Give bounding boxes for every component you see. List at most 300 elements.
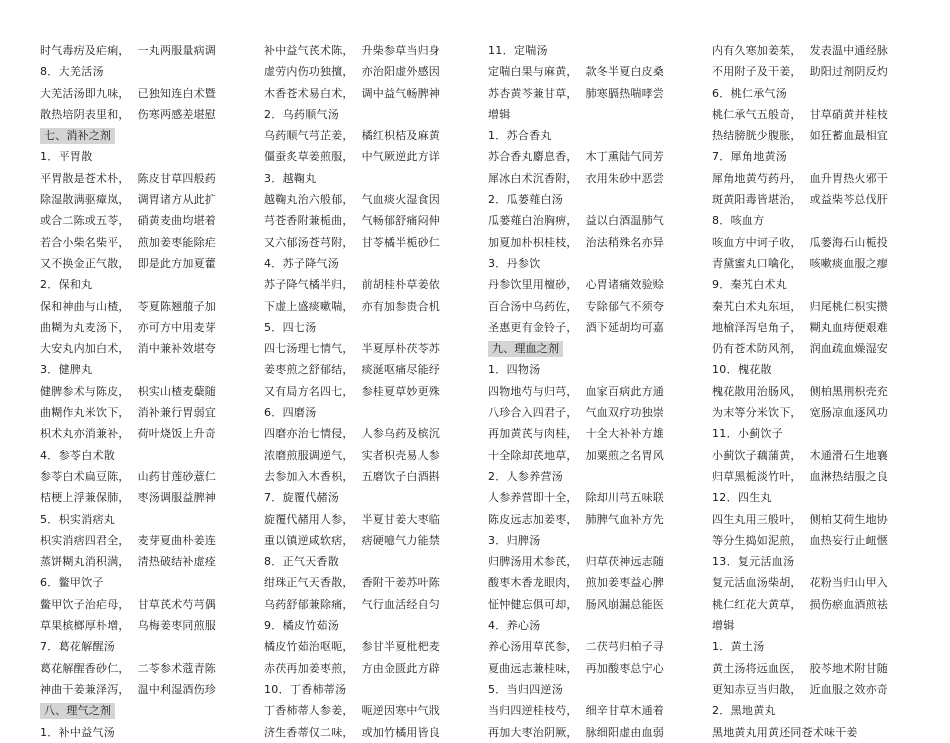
verse-second-half: 除却川芎五味联 [585, 491, 665, 505]
verse-second-half: 益以白酒温肺气 [585, 214, 665, 228]
verse-line [712, 466, 898, 487]
formula-title [264, 253, 450, 274]
verse-first-half: 保和神曲与山楂， [40, 299, 130, 313]
section-heading-label: 九、理血之剂 [488, 341, 563, 357]
verse-first-half: 四物地芍与归芎， [488, 384, 578, 398]
verse-first-half: 枳术丸亦消兼补， [40, 427, 130, 441]
verse-first-half: 参苓白术扁豆陈， [40, 469, 130, 483]
verse-line [712, 253, 898, 274]
verse-line [264, 658, 450, 679]
verse-first-half: 又有局方名四七， [264, 384, 354, 398]
verse-second-half: 侧柏黑荆枳壳充 [809, 384, 889, 398]
verse-second-half: 肺寒膈热喘哮尝 [585, 86, 665, 100]
verse-line [488, 423, 674, 444]
verse-line [488, 594, 674, 615]
verse-second-half: 瓜蒌海石山栀投 [809, 235, 889, 249]
verse-second-half: 血升胃热火邪干 [809, 171, 889, 185]
verse-line [264, 594, 450, 615]
verse-line [488, 296, 674, 317]
formula-title [712, 274, 898, 295]
verse-second-half: 加粟煎之名胃风 [585, 448, 665, 462]
verse-first-half: 乌药舒郁兼除痛， [264, 597, 354, 611]
formula-title-label: 2．乌药顺气汤 [264, 107, 340, 121]
verse-second-half: 陈皮甘草四般药 [137, 171, 217, 185]
verse-second-half: 参桂夏草妙更殊 [361, 384, 441, 398]
formula-title-label: 6．四磨汤 [264, 406, 317, 420]
formula-title [488, 530, 674, 551]
verse-line [264, 232, 450, 253]
verse-line [40, 40, 226, 61]
verse-line [264, 530, 450, 551]
verse-first-half: 平胃散是苍术朴， [40, 171, 130, 185]
formula-title [712, 423, 898, 444]
formula-title [488, 359, 674, 380]
verse-second-half: 或加竹橘用皆良 [361, 725, 441, 739]
formula-title [40, 359, 226, 380]
verse-line [264, 359, 450, 380]
formula-title-label: 13．复元活血汤 [712, 555, 795, 569]
formula-title-label: 增辑 [712, 619, 735, 633]
verse-first-half: 小蓟饮子藕蒲黄， [712, 448, 802, 462]
verse-line [40, 615, 226, 636]
verse-first-half: 蒸饼糊丸消积满， [40, 555, 130, 569]
verse-line [264, 509, 450, 530]
verse-second-half: 二茯芎归柏子寻 [585, 640, 665, 654]
verse-second-half: 痰涎呕痛尽能纾 [361, 363, 441, 377]
verse-line [712, 381, 898, 402]
verse-first-half: 八珍合入四君子， [488, 406, 578, 420]
verse-second-half: 麦芽夏曲朴姜连 [137, 533, 217, 547]
formula-title-label: 1．四物汤 [488, 363, 541, 377]
verse-first-half: 散热培阴表里和， [40, 107, 130, 121]
formula-title [488, 679, 674, 700]
formula-title-label: 1．补中益气汤 [40, 725, 116, 739]
verse-line [40, 253, 226, 274]
verse-first-half: 黄土汤将远血医， [712, 661, 802, 675]
verse-line [264, 700, 450, 721]
verse-second-half: 脉细阳虚由血弱 [585, 725, 665, 739]
verse-first-half: 犀冰白术沉香附， [488, 171, 578, 185]
verse-line [264, 572, 450, 593]
verse-line [264, 423, 450, 444]
formula-title [264, 487, 450, 508]
formula-title [40, 146, 226, 167]
verse-line [712, 402, 898, 423]
verse-second-half: 归草茯神远志随 [585, 555, 665, 569]
formula-title-label: 增辑 [488, 107, 511, 121]
verse-first-half: 草果槟榔厚朴增， [40, 619, 130, 633]
verse-first-half: 神曲干姜兼泽泻， [40, 682, 130, 696]
verse-second-half: 专除郁气不须夸 [585, 299, 665, 313]
verse-first-half: 归草黑栀淡竹叶， [712, 469, 802, 483]
verse-second-half: 木丁熏陆气同芳 [585, 150, 665, 164]
verse-second-half: 血淋热结服之良 [809, 469, 889, 483]
verse-second-half: 实者枳壳易人参 [361, 448, 441, 462]
formula-title [264, 402, 450, 423]
verse-line [488, 722, 674, 743]
verse-first-half: 大羌活汤即九味， [40, 86, 130, 100]
formula-title-label: 7．葛花解醒汤 [40, 640, 116, 654]
verse-line [40, 402, 226, 423]
formula-title [488, 189, 674, 210]
verse-line [264, 189, 450, 210]
verse-first-half: 四磨亦治七情侵， [264, 427, 354, 441]
verse-second-half: 亦有加参贵合机 [361, 299, 441, 313]
verse-second-half: 或益柴芩总伐肝 [809, 193, 889, 207]
formula-title [264, 679, 450, 700]
verse-second-half: 助阳过剂阴反灼 [809, 65, 889, 79]
verse-line [488, 509, 674, 530]
verse-second-half: 调中益气畅脾神 [361, 86, 441, 100]
verse-line [712, 658, 898, 679]
formula-title [712, 487, 898, 508]
formula-title-label: 3．归脾汤 [488, 533, 541, 547]
verse-line [264, 636, 450, 657]
verse-second-half: 十全大补补方雄 [585, 427, 665, 441]
section-heading [488, 338, 674, 359]
verse-line [712, 168, 898, 189]
text-column-1 [40, 40, 226, 743]
verse-second-half: 细辛甘草木通着 [585, 704, 665, 718]
formula-title-label: 2．黑地黄丸 [712, 704, 776, 718]
verse-line [40, 232, 226, 253]
verse-line [40, 317, 226, 338]
formula-title-label: 7．犀角地黄汤 [712, 150, 788, 164]
verse-line [264, 125, 450, 146]
verse-first-half: 济生香蒂仅二味， [264, 725, 354, 739]
verse-line [40, 658, 226, 679]
verse-line [264, 83, 450, 104]
verse-first-half: 十全除却芪地草， [488, 448, 578, 462]
verse-first-half: 为末等分米饮下， [712, 406, 802, 420]
verse-second-half: 枳实山楂麦蘖随 [137, 384, 217, 398]
verse-first-half: 复元活血汤柴胡， [712, 576, 802, 590]
verse-second-half: 二苓参术蔻青陈 [137, 661, 217, 675]
verse-first-half: 四生丸用三般叶， [712, 512, 802, 526]
verse-second-half: 再加酸枣总宁心 [585, 661, 665, 675]
formula-title [712, 700, 898, 721]
verse-line [488, 146, 674, 167]
formula-title-label: 6．鳖甲饮子 [40, 576, 104, 590]
verse-first-half: 去参加入木香枳， [264, 469, 354, 483]
verse-second-half: 款冬半夏白皮桑 [585, 65, 665, 79]
formula-title [712, 615, 898, 636]
verse-second-half: 侧柏艾荷生地协 [809, 512, 889, 526]
verse-line [264, 338, 450, 359]
verse-line [712, 572, 898, 593]
verse-first-half: 定喘白果与麻黄， [488, 65, 578, 79]
formula-title [40, 636, 226, 657]
formula-title-label: 4．苏子降气汤 [264, 256, 340, 270]
verse-first-half: 越鞠丸治六般郁， [264, 193, 354, 207]
verse-first-half: 丁香柿蒂人参姜， [264, 704, 354, 718]
verse-second-half: 亦可方中用麦芽 [137, 320, 217, 334]
verse-second-half: 血家百病此方通 [585, 384, 665, 398]
verse-first-half: 枳实消痞四君全， [40, 533, 130, 547]
verse-first-half: 葛花解醒香砂仁， [40, 661, 130, 675]
verse-line [40, 594, 226, 615]
formula-title [40, 572, 226, 593]
verse-line [712, 104, 898, 125]
verse-second-half: 中气厥逆此方详 [361, 150, 441, 164]
verse-line [488, 487, 674, 508]
formula-title [488, 125, 674, 146]
formula-title [264, 104, 450, 125]
verse-first-half: 再加大枣治阴厥， [488, 725, 578, 739]
formula-title-label: 10．丁香柿蒂汤 [264, 682, 347, 696]
verse-first-half: 除湿散满驱瘴岚， [40, 193, 130, 207]
verse-first-half: 当归四逆桂枝芍， [488, 704, 578, 718]
verse-second-half: 半夏厚朴茯苓苏 [361, 342, 441, 356]
section-heading-label: 七、消补之剂 [40, 128, 115, 144]
verse-second-half: 煎加姜枣能除疟 [137, 235, 217, 249]
verse-first-half: 桃仁承气五般奇， [712, 107, 802, 121]
verse-first-half: 时气毒疠及疟痢， [40, 44, 130, 57]
formula-title [712, 146, 898, 167]
verse-second-half: 损伤瘀血酒煎祛 [809, 597, 889, 611]
verse-first-half: 四七汤理七情气， [264, 342, 354, 356]
verse-line [488, 445, 674, 466]
verse-first-half: 补中益气芪术陈， [264, 44, 354, 57]
verse-second-half: 花粉当归山甲入 [809, 576, 889, 590]
verse-first-half: 苏合香丸麝息香， [488, 150, 578, 164]
section-heading-label: 八、理气之剂 [40, 703, 115, 719]
verse-line [264, 722, 450, 743]
formula-title [488, 40, 674, 61]
verse-second-half: 一丸两服量病调 [137, 44, 217, 57]
verse-first-half: 浓磨煎服调逆气， [264, 448, 354, 462]
verse-line [264, 274, 450, 295]
verse-second-half: 肺脾气血补方先 [585, 512, 665, 526]
formula-title-label: 5．四七汤 [264, 320, 317, 334]
verse-line [712, 125, 898, 146]
verse-line [264, 61, 450, 82]
verse-line [488, 232, 674, 253]
verse-first-half: 等分生捣如泥煎， [712, 533, 802, 547]
verse-line [712, 189, 898, 210]
text-column-2 [264, 40, 450, 743]
verse-first-half: 人参养营即十全， [488, 491, 578, 505]
formula-title [712, 359, 898, 380]
verse-first-half: 不用附子及干姜， [712, 65, 802, 79]
verse-first-half: 曲糊作丸米饮下， [40, 406, 130, 420]
verse-first-half: 再加黄芪与肉桂， [488, 427, 578, 441]
verse-line [264, 146, 450, 167]
verse-line [40, 530, 226, 551]
verse-second-half: 甘草硝黄并桂枝 [809, 107, 889, 121]
verse-first-half: 又不换金正气散， [40, 256, 130, 270]
formula-title-label: 2．瓜蒌薤白汤 [488, 193, 564, 207]
verse-line [712, 509, 898, 530]
verse-second-half: 香附干姜苏叶陈 [361, 576, 441, 590]
section-heading [40, 700, 226, 721]
verse-line [264, 296, 450, 317]
verse-second-half: 升柴参草当归身 [361, 44, 441, 57]
verse-line [488, 210, 674, 231]
verse-second-half: 气行血活经自匀 [361, 597, 441, 611]
verse-first-half: 重以镇逆咸软痞， [264, 533, 354, 547]
formula-title-label: 8．大羌活汤 [40, 65, 104, 79]
formula-title-label: 3．丹参饮 [488, 256, 541, 270]
verse-first-half: 酸枣木香龙眼肉， [488, 576, 578, 590]
verse-first-half: 热结膀胱少腹胀， [712, 129, 802, 143]
verse-line [264, 445, 450, 466]
verse-first-half: 乌药顺气芎芷姜， [264, 129, 354, 143]
formula-title [264, 551, 450, 572]
verse-line [488, 572, 674, 593]
verse-first-half: 苏杏黄芩兼甘草， [488, 86, 578, 100]
verse-line [488, 636, 674, 657]
formula-title-label: 6．桃仁承气汤 [712, 86, 788, 100]
formula-title [488, 253, 674, 274]
verse-second-half: 硝黄麦曲均堪着 [137, 214, 217, 228]
verse-line [40, 210, 226, 231]
verse-line [40, 551, 226, 572]
verse-second-half: 血热妄行止衄惬 [809, 533, 889, 547]
verse-line [40, 381, 226, 402]
formula-title [712, 636, 898, 657]
formula-title [40, 722, 226, 743]
verse-second-half: 枣汤调服益脾神 [137, 491, 217, 505]
verse-line [40, 104, 226, 125]
verse-second-half: 亦治阳虚外感因 [361, 65, 441, 79]
formula-title [40, 509, 226, 530]
verse-second-half: 方由金匮此方辟 [361, 661, 441, 675]
verse-line [712, 40, 898, 61]
formula-title [264, 615, 450, 636]
verse-line [488, 551, 674, 572]
verse-second-half: 近血服之效亦奇 [809, 682, 889, 696]
section-heading [40, 125, 226, 146]
verse-line [712, 530, 898, 551]
verse-line [488, 61, 674, 82]
verse-line [712, 338, 898, 359]
verse-line [40, 83, 226, 104]
verse-second-half: 已独知连白术暨 [137, 86, 217, 100]
verse-first-half: 百合汤中乌药佐， [488, 299, 578, 313]
verse-first-half: 内有久寒加姜茱， [712, 44, 802, 57]
formula-title-label: 3．越鞠丸 [264, 171, 317, 185]
verse-second-half: 气畅郁舒痛闷伸 [361, 214, 441, 228]
verse-first-half: 或合二陈或五苓， [40, 214, 130, 228]
verse-first-half: 养心汤用草芪参， [488, 640, 578, 654]
verse-second-half: 前胡桂朴草姜依 [361, 278, 441, 292]
formula-title-label: 1．苏合香丸 [488, 129, 552, 143]
verse-line [264, 466, 450, 487]
verse-second-half: 归尾桃仁枳实攒 [809, 299, 889, 313]
verse-second-half: 人参乌药及槟沉 [361, 427, 441, 441]
verse-second-half: 衣用朱砂中恶尝 [585, 171, 665, 185]
verse-second-half: 宽肠凉血逐风功 [809, 406, 889, 420]
verse-line [488, 658, 674, 679]
formula-title-label: 12．四生丸 [712, 491, 772, 505]
formula-title-label: 10．槐花散 [712, 363, 772, 377]
verse-second-half: 乌梅姜枣同煎服 [137, 619, 217, 633]
verse-second-half: 五磨饮子白酒斟 [361, 469, 441, 483]
verse-first-half: 赤茯再加姜枣煎， [264, 661, 354, 675]
verse-second-half: 消补兼行胃弱宜 [137, 406, 217, 420]
verse-line [264, 381, 450, 402]
formula-title-label: 8．咳血方 [712, 214, 765, 228]
verse-second-half: 半夏甘姜大枣临 [361, 512, 441, 526]
verse-line [40, 189, 226, 210]
verse-line [712, 722, 898, 743]
formula-title [264, 168, 450, 189]
formula-title-label: 1．黄土汤 [712, 640, 765, 654]
verse-second-half: 消中兼补效堪夸 [137, 342, 217, 356]
verse-first-half: 槐花散用治肠风， [712, 384, 802, 398]
formula-title-label: 7．旋覆代赭汤 [264, 491, 340, 505]
verse-line [488, 381, 674, 402]
verse-second-half: 痞硬噫气力能禁 [361, 533, 441, 547]
verse-second-half: 气血双疗功独崇 [585, 406, 665, 420]
verse-first-half: 下虚上盛痰嗽喘， [264, 299, 354, 313]
verse-first-half: 仍有苍术防风剂， [712, 342, 802, 356]
verse-line [40, 679, 226, 700]
verse-line [488, 700, 674, 721]
verse-second-half: 橘红枳桔及麻黄 [361, 129, 441, 143]
verse-first-half: 黑地黄丸用黄还同苍术味干姜 [712, 725, 858, 739]
formula-title-label: 3．健脾丸 [40, 363, 93, 377]
verse-second-half: 温中利湿酒伤珍 [137, 682, 217, 696]
verse-line [488, 83, 674, 104]
verse-second-half: 伤寒两感差堪慰 [137, 107, 217, 121]
formula-title [712, 551, 898, 572]
verse-first-half: 地榆泽泻皂角子， [712, 320, 802, 334]
formula-title [264, 317, 450, 338]
verse-second-half: 气血痰火湿食因 [361, 193, 441, 207]
verse-second-half: 治法稍殊名亦异 [585, 235, 665, 249]
verse-line [712, 317, 898, 338]
verse-line [40, 466, 226, 487]
verse-second-half: 咳嗽痰血服之瘳 [809, 256, 889, 270]
formula-title-label: 1．平胃散 [40, 150, 93, 164]
formula-title-label: 5．枳实消痞丸 [40, 512, 116, 526]
verse-second-half: 调胃诸方从此扩 [137, 193, 217, 207]
formula-title-label: 8．正气天香散 [264, 555, 340, 569]
verse-first-half: 丹参饮里用檀砂， [488, 278, 578, 292]
verse-line [712, 594, 898, 615]
verse-second-half: 如狂蓄血最相宜 [809, 129, 889, 143]
verse-first-half: 夏曲远志兼桂味， [488, 661, 578, 675]
formula-title [40, 61, 226, 82]
verse-first-half: 又六郁汤苍芎附， [264, 235, 354, 249]
verse-second-half: 胶芩地术附甘随 [809, 661, 889, 675]
verse-line [488, 402, 674, 423]
verse-second-half: 发表温中通经脉 [809, 44, 889, 57]
formula-title-label: 2．保和丸 [40, 278, 93, 292]
verse-second-half: 甘苓橘半栀砂仁 [361, 235, 441, 249]
verse-first-half: 绀珠正气天香散， [264, 576, 354, 590]
verse-first-half: 秦艽白术丸东垣， [712, 299, 802, 313]
verse-second-half: 参甘半夏枇杷麦 [361, 640, 441, 654]
verse-first-half: 犀角地黄芍药丹， [712, 171, 802, 185]
verse-first-half: 曲糊为丸麦汤下， [40, 320, 130, 334]
verse-first-half: 圣惠更有金铃子， [488, 320, 578, 334]
verse-line [40, 296, 226, 317]
formula-title [712, 83, 898, 104]
verse-line [712, 445, 898, 466]
verse-line [40, 168, 226, 189]
verse-first-half: 桔梗上浮兼保肺， [40, 491, 130, 505]
text-column-3 [488, 40, 674, 743]
verse-first-half: 橘皮竹茹治呕呃， [264, 640, 354, 654]
verse-second-half: 酒下延胡均可嘉 [585, 320, 665, 334]
verse-first-half: 苏子降气橘半归， [264, 278, 354, 292]
verse-first-half: 斑黄阳毒皆堪治， [712, 193, 802, 207]
formula-title-label: 9．秦艽白术丸 [712, 278, 788, 292]
verse-first-half: 陈皮远志加姜枣， [488, 512, 578, 526]
